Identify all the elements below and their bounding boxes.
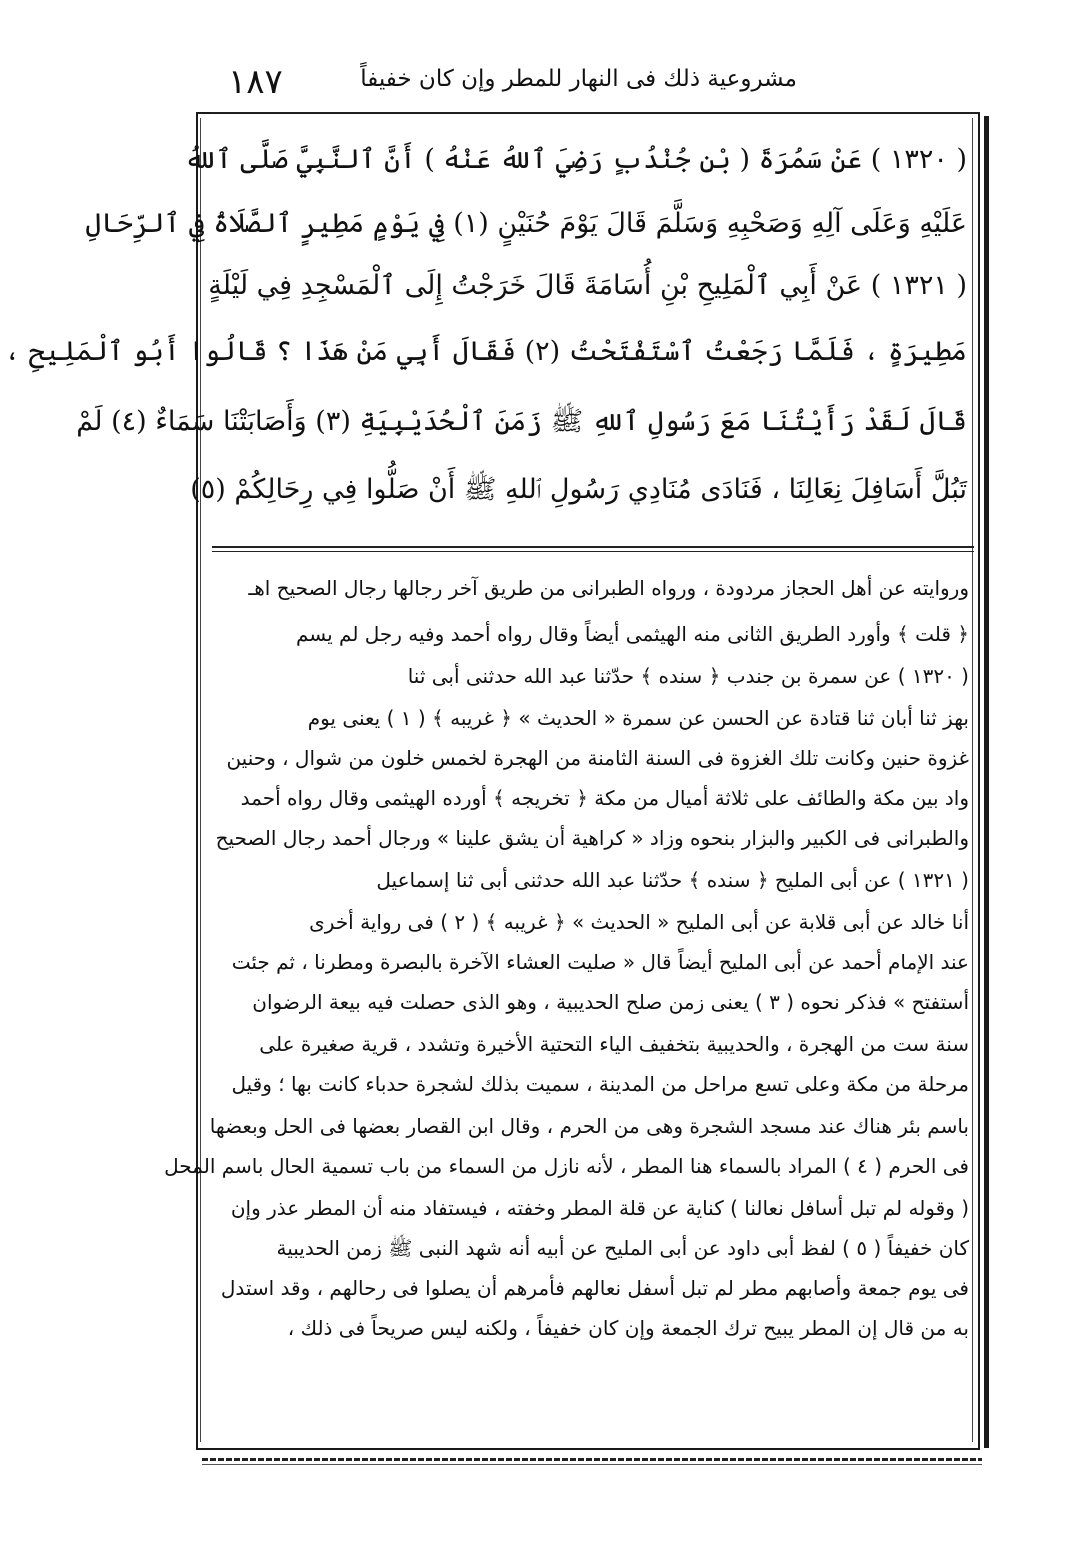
right-rule-outer	[984, 116, 989, 1448]
commentary-line: ( وقوله لم تبل أسافل نعالنا ) كناية عن قلة المطر وخفته ، فيستفاد منه أن المطر عذر وإن	[230, 1196, 969, 1220]
hadith-line: قَالَ لَقَدْ رَأَيْتُنَا مَعَ رَسُولِ ٱللهِ ﷺ زَمَنَ ٱلْحُدَيْبِيَةِ (٣) وَأَصَابَتْنَا سَمَاءٌ (٤) لَمْ	[76, 406, 967, 437]
commentary-line: فى الحرم ( ٤ ) المراد بالسماء هنا المطر ، لأنه نازل من السماء من باب تسمية الحال باسم المحل	[164, 1154, 969, 1178]
commentary-line: كان خفيفاً ( ٥ ) لفظ أبى داود عن أبى المليح عن أبيه أنه شهد النبى ﷺ زمن الحديبية	[276, 1236, 969, 1260]
commentary-line: وروايته عن أهل الحجاز مردودة ، ورواه الطبرانى من طريق آخر رجالها رجال الصحيح اهـ	[248, 576, 969, 600]
hadith-line: تَبُلَّ أَسَافِلَ نِعَالِنَا ، فَنَادَى مُنَادِي رَسُولِ ٱللهِ ﷺ أَنْ صَلُّوا فِي رِحَالِكُمْ (٥)	[190, 474, 967, 505]
commentary-line: عند الإمام أحمد عن أبى المليح أيضاً قال « صليت العشاء الآخرة بالبصرة ومطرنا ، ثم جئت	[231, 950, 969, 974]
top-rule	[210, 112, 980, 113]
bottom-rule-thin	[202, 1464, 982, 1465]
right-rule-inner	[972, 118, 973, 1442]
commentary-line: باسم بئر هناك عند مسجد الشجرة وهى من الحرم ، وقال ابن القصار بعضها فى الحل وبعضها	[209, 1114, 969, 1138]
commentary-line: غزوة حنين وكانت تلك الغزوة فى السنة الثامنة من الهجرة لخمس خلون من شوال ، وحنين	[226, 746, 969, 770]
section-separator	[212, 546, 974, 552]
commentary-line: أنا خالد عن أبى قلابة عن أبى المليح « الحديث » ﴿ غريبه ﴾ ( ٢ ) فى رواية أخرى	[309, 910, 969, 934]
commentary-line: مرحلة من مكة وعلى تسع مراحل من المدينة ، سميت بذلك لشجرة حدباء كانت بها ؛ وقيل	[231, 1072, 969, 1096]
running-header: مشروعية ذلك فى النهار للمطر وإن كان خفيفاً	[360, 66, 797, 92]
commentary-line: ( ١٣٢٠ ) عن سمرة بن جندب ﴿ سنده ﴾ حدّثنا عبد الله حدثنى أبى ثنا	[407, 664, 969, 688]
commentary-line: ﴿ قلت ﴾ وأورد الطريق الثانى منه الهيثمى أيضاً وقال رواه أحمد وفيه رجل لم يسم	[295, 622, 969, 646]
hadith-line: ( ١٣٢١ ) عَنْ أَبِي ٱلْمَلِيحِ بْنِ أُسَامَةَ قَالَ خَرَجْتُ إِلَى ٱلْمَسْجِدِ فِي لَيْلَةٍ	[208, 270, 967, 301]
commentary-line: أستفتح » فذكر نحوه ( ٣ ) يعنى زمن صلح الحديبية ، وهو الذى حصلت فيه بيعة الرضوان	[252, 990, 969, 1014]
hadith-line: مَطِيرَةٍ ، فَلَمَّا رَجَعْتُ ٱسْتَفْتَحْتُ (٢) فَقَالَ أَبِي مَنْ هَذَا ؟ قَالُوا أَبُو ٱلْمَلِيحِ ،	[4, 336, 967, 367]
commentary-line: به من قال إن المطر يبيح ترك الجمعة وإن كان خفيفاً ، ولكنه ليس صريحاً فى ذلك ،	[287, 1316, 969, 1340]
commentary-line: ( ١٣٢١ ) عن أبى المليح ﴿ سنده ﴾ حدّثنا عبد الله حدثنى أبى ثنا إسماعيل	[376, 868, 969, 892]
commentary-line: فى يوم جمعة وأصابهم مطر لم تبل أسفل نعالهم فأمرهم أن يصلوا فى رحالهم ، وقد استدل	[220, 1276, 969, 1300]
commentary-line: واد بين مكة والطائف على ثلاثة أميال من مكة ﴿ تخريجه ﴾ أورده الهيثمى وقال رواه أحمد	[240, 786, 969, 810]
bottom-rule	[202, 1458, 982, 1461]
page-number: ١٨٧	[228, 62, 283, 102]
hadith-line: ( ١٣٢٠ ) عَنْ سَمُرَةَ ( بْنِ جُنْدُبٍ رَضِيَ ٱللهُ عَنْهُ ) أَنَّ ٱلنَّبِيَّ صَلَّى ٱللهُ	[184, 144, 967, 175]
commentary-line: بهز ثنا أبان ثنا قتادة عن الحسن عن سمرة « الحديث » ﴿ غريبه ﴾ ( ١ ) يعنى يوم	[307, 706, 969, 730]
hadith-line: عَلَيْهِ وَعَلَى آلِهِ وَصَحْبِهِ وَسَلَّمَ قَالَ يَوْمَ حُنَيْنٍ (١) فِي يَوْمٍ مَطِيرٍ ٱلصَّلَاةُ فِي ٱلرِّحَالِ	[85, 208, 967, 239]
left-rule	[200, 118, 201, 1442]
commentary-line: سنة ست من الهجرة ، والحديبية بتخفيف الياء التحتية الأخيرة وتشدد ، قرية صغيرة على	[259, 1032, 969, 1056]
commentary-line: والطبرانى فى الكبير والبزار بنحوه وزاد « كراهية أن يشق علينا » ورجال أحمد رجال الصحيح	[215, 826, 969, 850]
